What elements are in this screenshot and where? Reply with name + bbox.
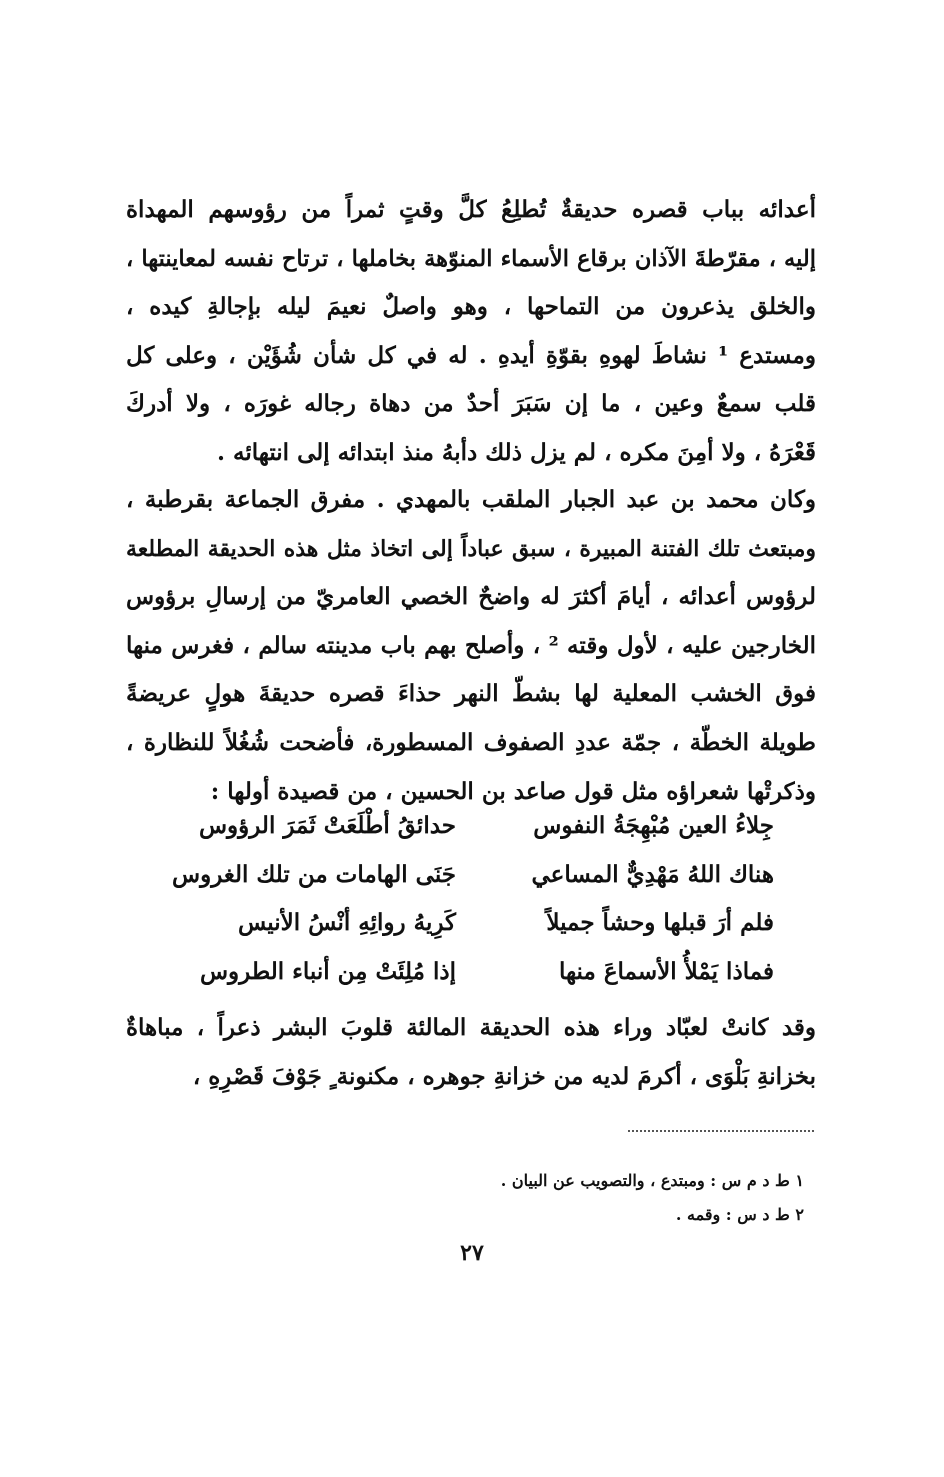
text-line: وقد كانتْ لعبّاد وراء هذه الحديقة المالئة قلوبَ البشر ذعراً ، مباهاةٌ bbox=[126, 1014, 816, 1041]
poem bbox=[126, 802, 816, 996]
text-line: وكان محمد بن عبد الجبار الملقب بالمهدي . مفرق الجماعة بقرطبة ، bbox=[126, 486, 817, 513]
verse-second-hemistich: جَنَى الهامات من تلك الغروس bbox=[172, 860, 456, 888]
text-line: قلب سمعٌ وعين ، ما إن سَبَرَ أحدٌ من دهاة رجاله غورَه ، ولا أدركَ bbox=[126, 390, 816, 418]
text-line: الخارجين عليه ، لأول وقته ² ، وأصلح بهم باب مدينته سالم ، فغرس منها bbox=[126, 631, 816, 659]
verse-first-hemistich: جِلاءُ العين مُبْهِجَةُ النفوس bbox=[533, 812, 774, 839]
footnote-separator bbox=[628, 1130, 814, 1132]
poem-verse bbox=[126, 851, 816, 900]
text-line: إليه ، مقرّطةَ الآذان برقاع الأسماء المنوّهة بخاملها ، ترتاح نفسه لمعاينتها ، bbox=[126, 245, 816, 272]
text-line: قَعْرَهُ ، ولا أمِنَ مكره ، لم يزل ذلك دأبهُ منذ ابتدائه إلى انتهائه . bbox=[216, 438, 816, 466]
paragraph-2 bbox=[126, 476, 816, 816]
text-line: أعدائه بباب قصره حديقةٌ تُطلِعُ كلَّ وقتٍ ثمراً من رؤوسهم المهداة bbox=[126, 196, 816, 223]
footnote: ٢ ط د س : وقمه . bbox=[675, 1205, 804, 1224]
text-line: لرؤوس أعدائه ، أيامَ أكثرَ له واضحٌ الخصي العامريّ من إرسالِ برؤوس bbox=[126, 583, 816, 611]
verse-first-hemistich: هناك اللهُ مَهْدِيٌّ المساعي bbox=[531, 860, 774, 888]
poem-verse bbox=[126, 802, 816, 851]
text-line: وذكرتْها شعراؤه مثل قول صاعد بن الحسين ، من قصيدة أولها : bbox=[210, 777, 816, 805]
verse-second-hemistich: كَرِيهُ روائِهِ أنْسُ الأنيس bbox=[237, 909, 456, 937]
footnote: ١ ط د م س : ومبتدع ، والتصويب عن البيان . bbox=[500, 1171, 804, 1190]
text-line: فوق الخشب المعلية لها بشطّ النهر حذاءَ قصره حديقةَ هولٍ عريضةً bbox=[126, 680, 816, 708]
verse-second-hemistich: إذا مُلِئَتْ مِن أنباء الطروس bbox=[199, 957, 456, 985]
verse-second-hemistich: حدائقُ أطْلَعَتْ ثَمَرَ الرؤوس bbox=[198, 812, 456, 839]
text-line: ومستدع ¹ نشاطَ لهوهِ بقوّةِ أيدهِ . له في كل شأن شُؤَيْن ، وعلى كل bbox=[126, 341, 816, 369]
poem-verse bbox=[126, 899, 816, 948]
verse-first-hemistich: فماذا يَمْلأُ الأسماعَ منها bbox=[558, 957, 774, 985]
footnotes bbox=[126, 1164, 816, 1232]
paragraph-3 bbox=[126, 1004, 816, 1101]
paragraph-1 bbox=[126, 186, 816, 478]
text-line: بخزانةِ بَلْوَى ، أكرمَ لديه من خزانةِ جوهره ، مكنونة ٍ جَوْفَ قَصْرِهِ ، bbox=[192, 1062, 816, 1090]
text-line: طويلة الخطّة ، جمّة عددِ الصفوف المسطورة، فأضحت شُغُلاً للنظارة ، bbox=[126, 728, 816, 756]
text-line: والخلق يذعرون من التماحها ، وهو واصلٌ نعيمَ ليله بإجالةِ كيده ، bbox=[126, 293, 816, 321]
verse-first-hemistich: فلم أرَ قبلها وحشاً جميلاً bbox=[546, 909, 774, 937]
page-number: ٢٧ bbox=[460, 1240, 484, 1266]
text-line: ومبتعث تلك الفتنة المبيرة ، سبق عباداً إلى اتخاذ مثل هذه الحديقة المطلعة bbox=[126, 535, 816, 562]
poem-verse bbox=[126, 948, 816, 997]
